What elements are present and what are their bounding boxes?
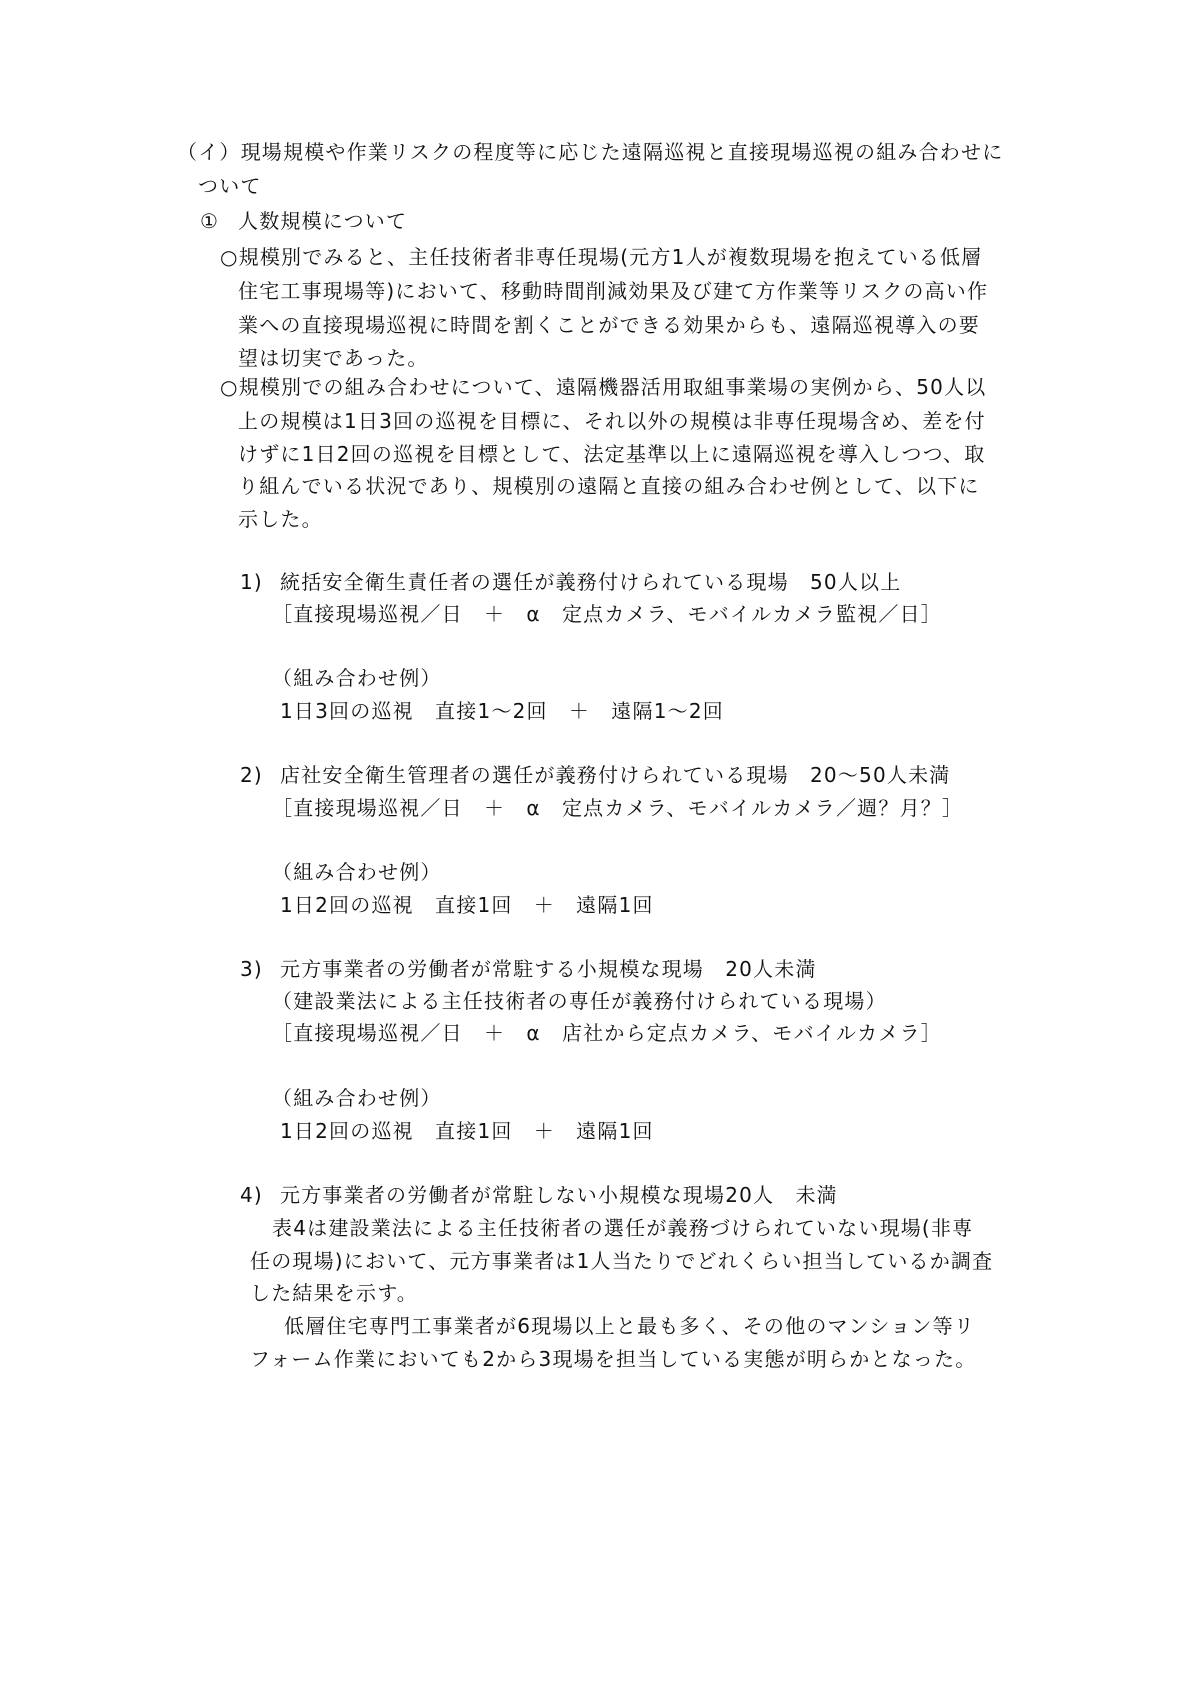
item-1-example-label: （組み合わせ例） [272,666,442,690]
paragraph-1-line: 望は切実であった。 [238,346,429,370]
paragraph-1-line: ○規模別でみると、主任技術者非専任現場(元方1人が複数現場を抱えている低層 [220,245,983,269]
item-2-number: 2) [240,763,263,787]
paragraph-2-line: 上の規模は1日3回の巡視を目標に、それ以外の規模は非専任現場含め、差を付 [238,409,986,433]
paragraph-2-line: ○規模別での組み合わせについて、遠隔機器活用取組事業場の実例から、50人以 [220,375,987,399]
item-4-body-line: した結果を示す。 [250,1281,418,1305]
paragraph-1-line: 住宅工事現場等)において、移動時間削減効果及び建て方作業等リスクの高い作 [238,279,989,303]
item-2-example-label: （組み合わせ例） [272,860,442,884]
item-3-title: 元方事業者の労働者が常駐する小規模な現場 20人未満 [280,957,817,981]
section-heading-continued: ついて [198,174,262,198]
item-3-bracket: ［直接現場巡視／日 ＋ α 店社から定点カメラ、モバイルカメラ］ [272,1021,942,1045]
paragraph-2-line: り組んでいる状況であり、規模別の遠隔と直接の組み合わせ例として、以下に [238,474,980,498]
item-4-body-line: 表4は建設業法による主任技術者の選任が義務づけられていない現場(非専 [272,1216,974,1240]
paragraph-2-line: 示した。 [238,507,323,531]
paragraph-1-line: 業への直接現場巡視に時間を割くことができる効果からも、遠隔巡視導入の要 [238,313,980,337]
item-3-number: 3) [240,957,263,981]
item-1-title: 統括安全衛生責任者の選任が義務付けられている現場 50人以上 [280,570,902,594]
item-2-title: 店社安全衛生管理者の選任が義務付けられている現場 20～50人未満 [280,763,951,787]
item-4-body-line: 低層住宅専門工事業者が6現場以上と最も多く、その他のマンション等リ [284,1314,976,1338]
item-1-bracket: ［直接現場巡視／日 ＋ α 定点カメラ、モバイルカメラ監視／日］ [272,602,942,626]
item-4-body-line: 任の現場)において、元方事業者は1人当たりでどれくらい担当しているか調査 [250,1249,994,1273]
item-1-example: 1日3回の巡視 直接1～2回 ＋ 遠隔1～2回 [280,699,724,723]
item-3-note: （建設業法による主任技術者の専任が義務付けられている現場） [272,989,887,1013]
item-3-example: 1日2回の巡視 直接1回 ＋ 遠隔1回 [280,1119,654,1143]
item-2-example: 1日2回の巡視 直接1回 ＋ 遠隔1回 [280,893,654,917]
paragraph-2-line: けずに1日2回の巡視を目標として、法定基準以上に遠隔巡視を導入しつつ、取 [238,442,986,466]
item-4-number: 4) [240,1183,263,1207]
item-4-body-line: フォーム作業においても2から3現場を担当している実態が明らかとなった。 [250,1347,977,1371]
item-4-title: 元方事業者の労働者が常駐しない小規模な現場20人 未満 [280,1183,838,1207]
section-heading: （イ）現場規模や作業リスクの程度等に応じた遠隔巡視と直接現場巡視の組み合わせに [177,140,1004,164]
subheading-marker: ① [200,209,220,233]
item-3-example-label: （組み合わせ例） [272,1086,442,1110]
item-1-number: 1) [240,570,263,594]
item-2-bracket: ［直接現場巡視／日 ＋ α 定点カメラ、モバイルカメラ／週？月？］ [272,796,964,820]
subheading-title: 人数規模について [238,209,408,233]
